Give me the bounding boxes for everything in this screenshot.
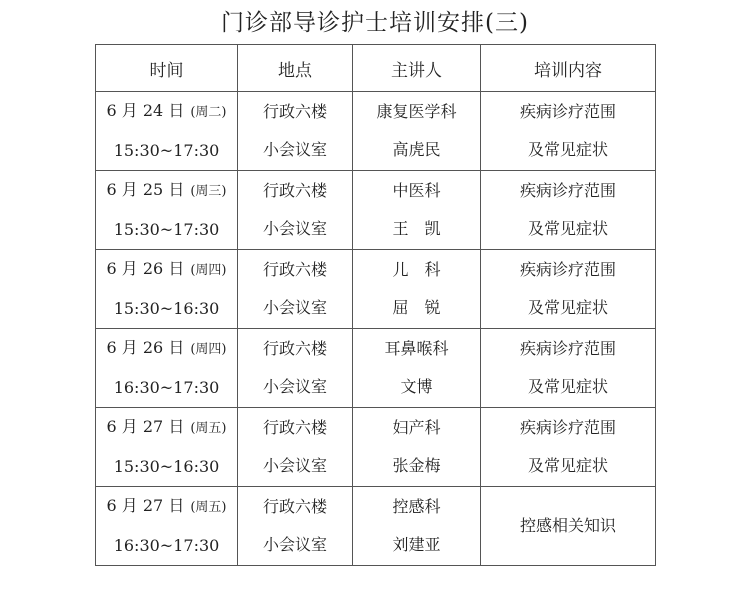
place-room-text: 小会议室 xyxy=(262,377,327,396)
content-line-1: 疾病诊疗范围 xyxy=(519,260,616,279)
page-title: 门诊部导诊护士培训安排(三) xyxy=(221,10,529,36)
table-row xyxy=(96,329,656,408)
speaker-dept-text: 妇产科 xyxy=(392,418,441,437)
weekday-text: (周四) xyxy=(190,342,227,357)
place-building-text: 行政六楼 xyxy=(262,418,327,437)
speaker-cell xyxy=(353,250,481,329)
place-cell xyxy=(238,171,353,250)
table-row xyxy=(96,92,656,171)
time-range-text: 16:30~17:30 xyxy=(113,378,220,397)
place-room-text: 小会议室 xyxy=(262,456,327,475)
date-text: 6 月 27 日 xyxy=(106,496,185,515)
speaker-cell xyxy=(353,329,481,408)
time-range-text: 15:30~17:30 xyxy=(113,220,220,239)
place-cell xyxy=(238,250,353,329)
content-cell xyxy=(481,250,656,329)
time-cell xyxy=(96,250,238,329)
date-text: 6 月 27 日 xyxy=(106,417,185,436)
speaker-name-text: 张金梅 xyxy=(392,456,441,475)
date-text: 6 月 26 日 xyxy=(106,338,185,357)
speaker-cell xyxy=(353,92,481,171)
speaker-cell xyxy=(353,487,481,566)
speaker-cell xyxy=(353,171,481,250)
place-room-text: 小会议室 xyxy=(262,219,327,238)
content-line-1: 疾病诊疗范围 xyxy=(519,102,616,121)
time-cell xyxy=(96,487,238,566)
speaker-name-text: 高虎民 xyxy=(392,140,441,159)
content-cell xyxy=(481,487,656,566)
time-range-text: 15:30~17:30 xyxy=(113,141,220,160)
content-cell xyxy=(481,329,656,408)
speaker-dept-text: 控感科 xyxy=(392,497,441,516)
speaker-cell xyxy=(353,408,481,487)
place-cell xyxy=(238,329,353,408)
place-building-text: 行政六楼 xyxy=(262,497,327,516)
place-building-text: 行政六楼 xyxy=(262,260,327,279)
place-room-text: 小会议室 xyxy=(262,535,327,554)
time-cell xyxy=(96,92,238,171)
place-room-text: 小会议室 xyxy=(262,140,327,159)
speaker-name-text: 王 凯 xyxy=(392,219,441,238)
speaker-dept-text: 耳鼻喉科 xyxy=(384,339,449,358)
table-header-row xyxy=(96,45,656,92)
content-cell xyxy=(481,408,656,487)
table-row xyxy=(96,171,656,250)
time-range-text: 15:30~16:30 xyxy=(113,457,220,476)
weekday-text: (周五) xyxy=(190,421,227,436)
time-cell xyxy=(96,329,238,408)
content-cell xyxy=(481,92,656,171)
speaker-dept-text: 儿 科 xyxy=(392,260,441,279)
content-line-2: 及常见症状 xyxy=(527,219,608,238)
header-place: 地点 xyxy=(238,45,353,92)
content-line-2: 及常见症状 xyxy=(527,456,608,475)
date-text: 6 月 26 日 xyxy=(106,259,185,278)
time-cell xyxy=(96,408,238,487)
header-time: 时间 xyxy=(96,45,238,92)
content-line-2: 及常见症状 xyxy=(527,140,608,159)
weekday-text: (周三) xyxy=(190,184,227,199)
content-line-2: 及常见症状 xyxy=(527,377,608,396)
content-cell xyxy=(481,171,656,250)
content-line-1: 疾病诊疗范围 xyxy=(519,418,616,437)
weekday-text: (周二) xyxy=(190,105,227,120)
table-row xyxy=(96,250,656,329)
place-room-text: 小会议室 xyxy=(262,298,327,317)
content-line-1: 疾病诊疗范围 xyxy=(519,339,616,358)
date-text: 6 月 25 日 xyxy=(106,180,185,199)
time-range-text: 16:30~17:30 xyxy=(113,536,220,555)
date-text: 6 月 24 日 xyxy=(106,101,185,120)
training-schedule-table xyxy=(95,44,656,566)
content-line-1: 控感相关知识 xyxy=(519,516,616,535)
header-content: 培训内容 xyxy=(481,45,656,92)
time-cell xyxy=(96,171,238,250)
speaker-name-text: 刘建亚 xyxy=(392,535,441,554)
place-cell xyxy=(238,487,353,566)
speaker-dept-text: 中医科 xyxy=(392,181,441,200)
header-speaker: 主讲人 xyxy=(353,45,481,92)
place-building-text: 行政六楼 xyxy=(262,339,327,358)
place-cell xyxy=(238,92,353,171)
place-building-text: 行政六楼 xyxy=(262,102,327,121)
table-row xyxy=(96,408,656,487)
speaker-name-text: 屈 锐 xyxy=(392,298,441,317)
content-line-1: 疾病诊疗范围 xyxy=(519,181,616,200)
speaker-name-text: 文博 xyxy=(400,377,433,396)
weekday-text: (周五) xyxy=(190,500,227,515)
place-building-text: 行政六楼 xyxy=(262,181,327,200)
table-row xyxy=(96,487,656,566)
content-line-2: 及常见症状 xyxy=(527,298,608,317)
time-range-text: 15:30~16:30 xyxy=(113,299,220,318)
speaker-dept-text: 康复医学科 xyxy=(376,102,457,121)
place-cell xyxy=(238,408,353,487)
weekday-text: (周四) xyxy=(190,263,227,278)
